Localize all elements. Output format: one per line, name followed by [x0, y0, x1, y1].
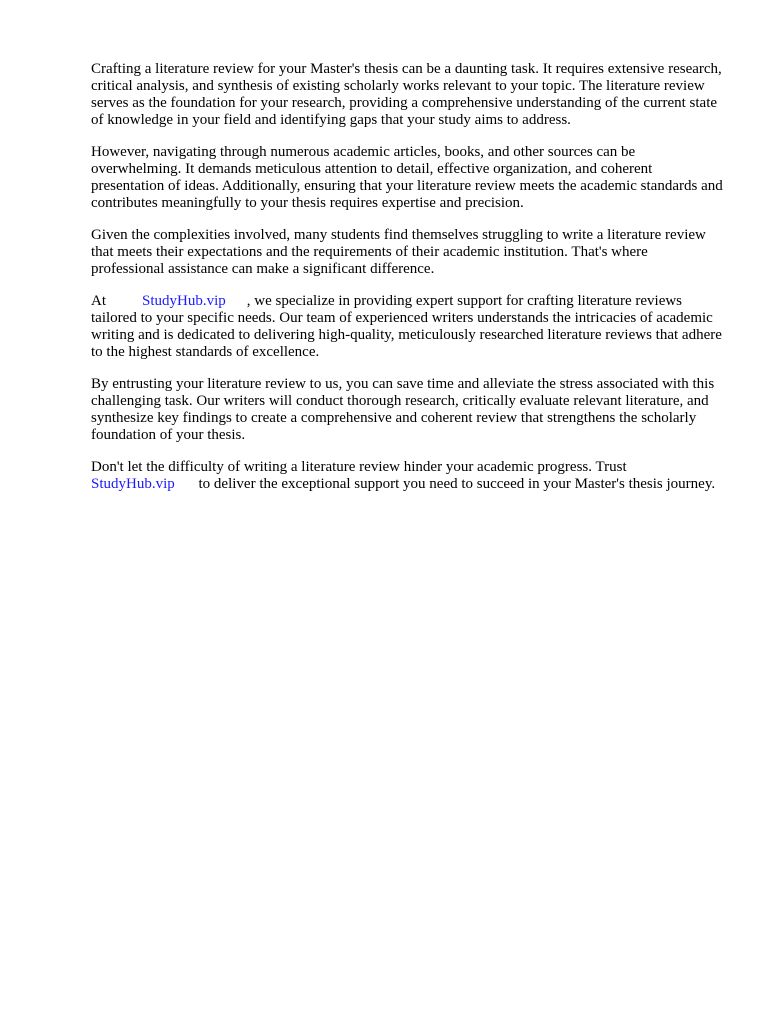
paragraph-intro: Crafting a literature review for your Master's thesis can be a daunting task. It requires extensive research, critical analysis, and synthesis of existing scholarly works relevant to your topic. The literature review serves as the foundation for your research, providing a comprehensive understanding of the current state of knowledge in your field and identifying gaps that your study aims to address.	[91, 61, 722, 128]
paragraph-closing-rest: to deliver the exceptional support you need to succeed in your Master's thesis journey.	[198, 476, 716, 492]
paragraph-service	[91, 293, 723, 361]
paragraph-challenges: However, navigating through numerous academic articles, books, and other sources can be overwhelming. It demands meticulous attention to detail, effective organization, and coherent presentation of ideas. Additionally, ensuring that your literature review meets the academic standards and contributes meaningfully to your thesis requires expertise and precision.	[91, 144, 723, 211]
paragraph-closing	[91, 459, 723, 493]
paragraph-closing-lead: Don't let the difficulty of writing a literature review hinder your academic progress. Trust	[91, 459, 627, 475]
studyhub-link-closing[interactable]: StudyHub.vip	[91, 476, 175, 492]
paragraph-benefits: By entrusting your literature review to us, you can save time and alleviate the stress associated with this challenging task. Our writers will conduct thorough research, critically evaluate relevant literature, and synthesize key findings to create a comprehensive and coherent review that strengthens the scholarly foundation of your thesis.	[91, 376, 715, 443]
paragraph-service-rest: , we specialize in providing expert support for crafting literature reviews tailored to your specific needs. Our team of experienced writers understands the intricacies of academic writing and is dedicated to delivering high-quality, meticulously researched literature reviews that adhere to the highest standards of excellence.	[91, 293, 722, 360]
document-body	[91, 61, 723, 508]
studyhub-link[interactable]: StudyHub.vip	[142, 293, 226, 309]
paragraph-complexities: Given the complexities involved, many students find themselves struggling to write a literature review that meets their expectations and the requirements of their academic institution. That's where professional assistance can make a significant difference.	[91, 227, 706, 277]
paragraph-service-lead: At	[91, 293, 106, 309]
